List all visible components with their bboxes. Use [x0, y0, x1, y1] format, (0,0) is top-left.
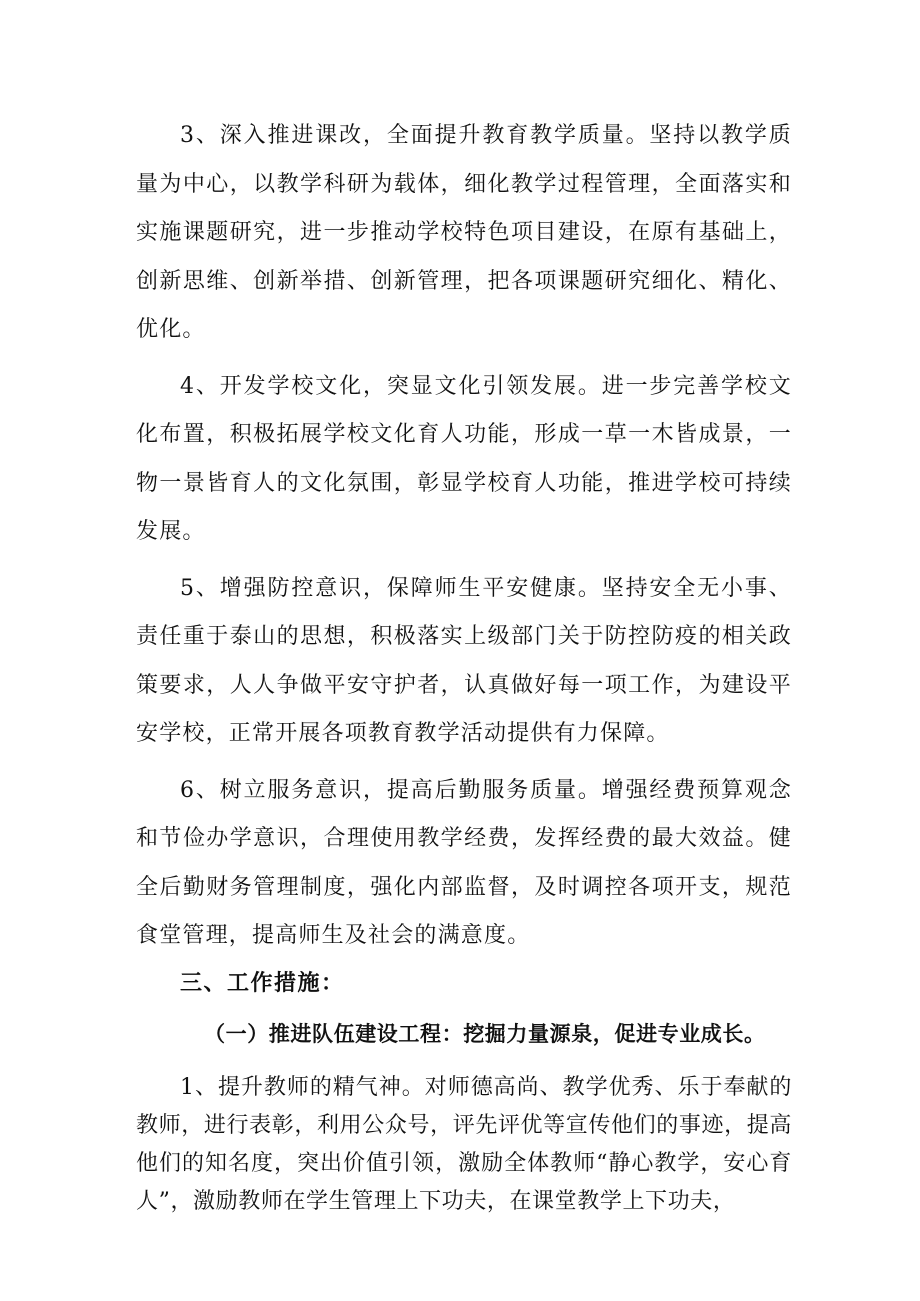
- paragraph-gap: [136, 355, 792, 363]
- paragraph-item-6: 6、树立服务意识，提高后勤服务质量。增强经费预算观念和节俭办学意识，合理使用教学经费，发挥经费的最大效益。健全后勤财务管理制度，强化内部监督，及时调控各项开支，规范食堂管理，提高师生及社会的满意度。: [136, 777, 792, 948]
- paragraph-gap: [136, 557, 792, 565]
- paragraph-item-5: 5、增强防控意识，保障师生平安健康。坚持安全无小事、责任重于泰山的思想，积极落实上级部门关于防控防疫的相关政策要求，人人争做平安守护者，认真做好每一项工作，为建设平安学校，正常开展各项教育教学活动提供有力保障。: [136, 575, 792, 746]
- sub-heading: （一）推进队伍建设工程：挖掘力量源泉，促进专业成长。: [204, 1021, 766, 1046]
- document-body: [136, 112, 792, 1221]
- paragraph-item-4: 4、开发学校文化，突显文化引领发展。进一步完善学校文化布置，积极拓展学校文化育人功能，形成一草一木皆成景，一物一景皆育人的文化氛围，彰显学校育人功能，推进学校可持续发展。: [136, 373, 792, 544]
- paragraph-item-3: 3、深入推进课改，全面提升教育教学质量。坚持以教学质量为中心，以教学科研为载体，细化教学过程管理，全面落实和实施课题研究，进一步推动学校特色项目建设，在原有基础上，创新思维、创新举措、创新管理，把各项课题研究细化、精化、优化。: [136, 123, 792, 342]
- paragraph-gap: [136, 759, 792, 767]
- paragraph-gap: [136, 1061, 792, 1069]
- section-heading: 三、工作措施：: [180, 970, 345, 996]
- paragraph-measure-1: 1、提升教师的精气神。对师德高尚、教学优秀、乐于奉献的教师，进行表彰，利用公众号，评先评优等宣传他们的事迹，提高他们的知名度，突出价值引领，激励全体教师“静心教学，安心育人”，激励教师在学生管理上下功夫，在课堂教学上下功夫，: [136, 1074, 792, 1214]
